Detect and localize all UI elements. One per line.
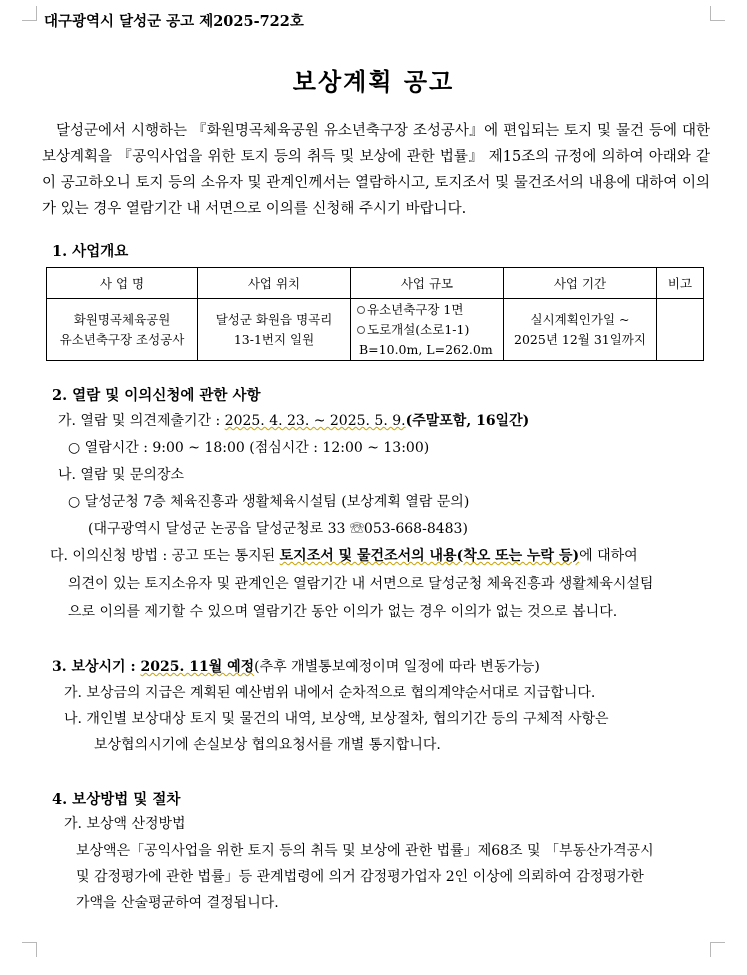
section-4-heading: 4. 보상방법 및 절차	[52, 791, 181, 808]
section-2-heading: 2. 열람 및 이의신청에 관한 사항	[52, 387, 261, 404]
cell-project-scale	[351, 299, 504, 361]
project-name-line-1: 화원명곡체육공원	[73, 311, 171, 327]
individual-notice-line-1: 나. 개인별 보상대상 토지 및 물건의 내역, 보상액, 보상절차, 협의기간 등의 구체적 사항은	[64, 711, 609, 727]
scale-item-3: B=10.0m, L=262.0m	[359, 341, 493, 357]
objection-method-rest: 에 대하여	[579, 548, 638, 564]
individual-notice-line-2: 보상협의시기에 손실보상 협의요청서를 개별 통지합니다.	[94, 737, 441, 753]
section-3-heading: 3. 보상시기 : 2025. 11월 예정(추후 개별통보예정이며 일정에 따라 변동가능)	[52, 659, 540, 675]
objection-method-line-3: 으로 이의를 제기할 수 있으며 열람기간 동안 이의가 없는 경우 이의가 없는 것으로 봅니다.	[68, 604, 618, 620]
compensation-date-note: (추후 개별통보예정이며 일정에 따라 변동가능)	[254, 659, 540, 675]
table-row	[47, 299, 704, 361]
compensation-date: 2025. 11월 예정	[140, 659, 255, 675]
scale-item-1: 유소년축구장 1면	[367, 301, 464, 317]
objection-method-label: 다. 이의신청 방법 : 공고 또는 통지된	[50, 548, 280, 564]
period-line-1: 실시계획인가일 ~	[530, 311, 630, 327]
column-header-name: 사 업 명	[47, 268, 198, 299]
period-line-2: 2025년 12월 31일까지	[514, 331, 646, 347]
viewing-place-label: 나. 열람 및 문의장소	[58, 467, 184, 483]
compensation-payment-note: 가. 보상금의 지급은 계획된 예산범위 내에서 순차적으로 협의계약순서대로 지급합니다.	[64, 685, 596, 701]
viewing-hours: ○ 열람시간 : 9:00 ~ 18:00 (점심시간 : 12:00 ~ 13:00)	[68, 440, 430, 456]
location-line-1: 달성군 화원읍 명곡리	[215, 311, 333, 327]
column-header-period: 사업 기간	[504, 268, 657, 299]
notice-number: 대구광역시 달성군 공고 제2025-722호	[44, 13, 304, 30]
cell-project-name	[47, 299, 198, 361]
intro-paragraph: 달성군에서 시행하는 『화원명곡체육공원 유소년축구장 조성공사』에 편입되는 토지 및 물건 등에 대한 보상계획을 『공익사업을 위한 토지 등의 취득 및 보상에 관한 법률』 제15조의 규정에 의하여 아래와 같이 공고하오니 토지 등의 소유자 및 관계인께서는 열람하시고, 토지조서 및 물건조서의 내용에 대하여 이의가 있는 경우 열람기간 내 서면으로 이의를 신청해 주시기 바랍니다.	[42, 123, 710, 217]
cell-note	[657, 299, 704, 361]
viewing-period-note: (주말포함, 16일간)	[405, 413, 530, 429]
objection-method-line-2: 의견이 있는 토지소유자 및 관계인은 열람기간 내 서면으로 달성군청 체육진흥과 생활체육시설팀	[68, 576, 654, 592]
column-header-note: 비고	[657, 268, 704, 299]
viewing-period-line	[58, 410, 529, 430]
calculation-method-label: 가. 보상액 산정방법	[64, 816, 186, 832]
crop-mark-top-left	[22, 6, 37, 21]
objection-method-line-1	[50, 545, 638, 565]
bullet-circle-icon	[357, 326, 365, 334]
location-line-2: 13-1번지 일원	[233, 331, 315, 347]
calculation-method-line-1: 보상액은「공익사업을 위한 토지 등의 취득 및 보상에 관한 법률」제68조 및 「부동산가격공시	[76, 843, 654, 859]
calculation-method-line-3: 가액을 산술평균하여 결정됩니다.	[76, 895, 279, 911]
business-overview-table	[46, 267, 704, 361]
column-header-scale: 사업 규모	[351, 268, 504, 299]
section-1-heading: 1. 사업개요	[52, 243, 129, 260]
table-header-row	[47, 268, 704, 299]
viewing-period-label: 가. 열람 및 의견제출기간 :	[58, 413, 225, 429]
objection-method-bold: 토지조서 및 물건조서의 내용(착오 또는 누락 등)	[279, 548, 580, 564]
project-name-line-2: 유소년축구장 조성공사	[59, 331, 185, 347]
crop-mark-bottom-right	[710, 942, 725, 957]
column-header-location: 사업 위치	[198, 268, 351, 299]
viewing-address: (대구광역시 달성군 논공읍 달성군청로 33 ☏053-668-8483)	[88, 521, 468, 537]
crop-mark-top-right	[710, 6, 725, 21]
scale-item-2: 도로개설(소로1-1)	[367, 321, 470, 337]
cell-project-period	[504, 299, 657, 361]
bullet-circle-icon	[357, 306, 365, 314]
viewing-place: ○ 달성군청 7층 체육진흥과 생활체육시설팀 (보상계획 열람 문의)	[68, 494, 470, 510]
crop-mark-bottom-left	[22, 942, 37, 957]
viewing-period-dates: 2025. 4. 23. ~ 2025. 5. 9.	[224, 413, 406, 429]
cell-project-location	[198, 299, 351, 361]
calculation-method-line-2: 및 감정평가에 관한 법률」등 관계법령에 의거 감정평가업자 2인 이상에 의뢰하여 감정평가한	[76, 869, 644, 885]
page-title: 보상계획 공고	[292, 67, 455, 96]
